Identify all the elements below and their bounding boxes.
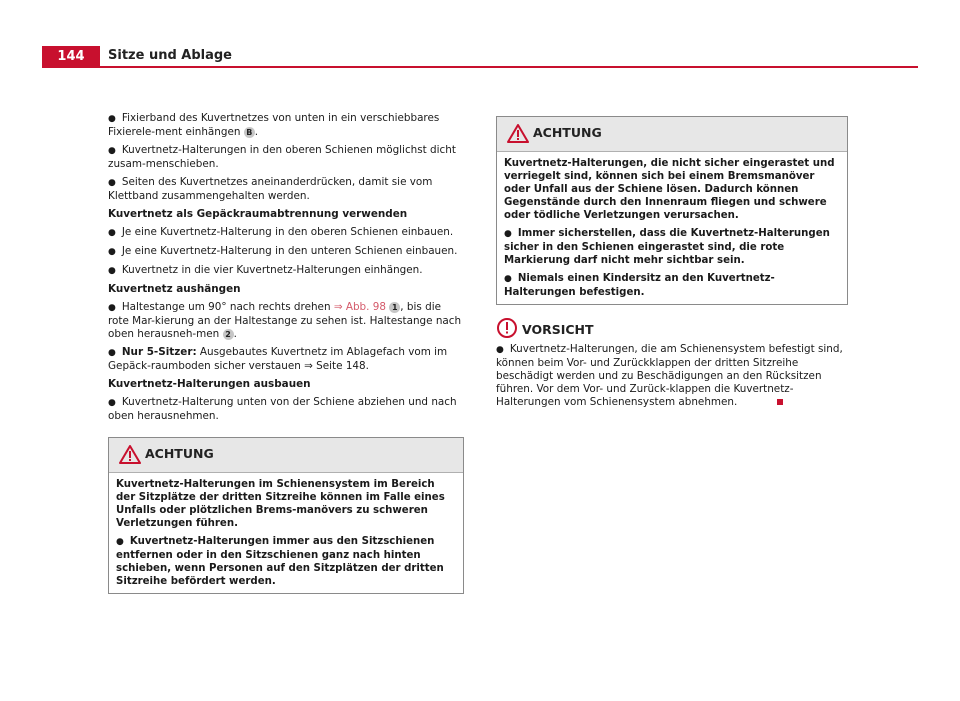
bullet-icon: ● <box>496 345 504 355</box>
warning-header <box>109 438 463 473</box>
section-heading: Kuvertnetz als Gepäckraumabtrennung verwenden <box>108 208 408 220</box>
list-item: ● Haltestange um 90° nach rechts drehen ⇒ Abb. 98 1 , bis die rote Mar-kierung an der Haltestange zu sehen ist. Haltestange nach oben herausneh-men 2 . <box>108 301 462 340</box>
caution-title: VORSICHT <box>522 322 594 337</box>
list-item: ● Kuvertnetz-Halterung unten von der Schiene abziehen und nach oben herausnehmen. <box>108 396 457 422</box>
callout-badge: B <box>244 127 255 138</box>
warning-text: ● Immer sicherstellen, dass die Kuvertnetz-Halterungen sicher in den Schienen eingerastet sind, die rote Markierung darf nicht mehr sichtbar sein. <box>504 228 830 266</box>
bullet-icon: ● <box>108 247 116 257</box>
caution-text: ● Kuvertnetz-Halterungen, die am Schienensystem befestigt sind, können beim Vor- und Zurückklappen der dritten Sitzreihe beschädigt werden und zu Beschädigungen an den Rücksitzen führen. Vor dem Vor- und Zurück-klappen die Kuvertnetz-Halterungen vom Schienensystem abnehmen. <box>496 343 843 408</box>
left-column <box>108 112 464 594</box>
warning-body <box>109 473 463 593</box>
warning-text: Kuvertnetz-Halterungen im Schienensystem im Bereich der Sitzplätze der dritten Sitzreihe können im Falle eines Unfalls oder plötzlichen Brems-manövers zu schweren Verletzungen führen. <box>116 479 445 529</box>
page-title: Sitze und Ablage <box>108 48 233 63</box>
section-heading: Kuvertnetz aushängen <box>108 283 241 295</box>
list-item: ● Je eine Kuvertnetz-Halterung in den unteren Schienen einbauen. <box>108 245 458 257</box>
warning-header <box>497 117 847 152</box>
warning-title: ACHTUNG <box>145 446 214 461</box>
page-number: 144 <box>42 46 100 68</box>
warning-text: ● Kuvertnetz-Halterungen immer aus den Sitzschienen entfernen oder in den Sitzschienen ganz nach hinten schieben, wenn Personen auf den Sitzplätzen der dritten Sitzreihe befördert werden. <box>116 536 444 587</box>
caution-header <box>496 317 848 341</box>
section-heading: Kuvertnetz-Halterungen ausbauen <box>108 378 311 390</box>
bullet-icon: ● <box>116 537 124 547</box>
bullet-icon: ● <box>108 266 116 276</box>
bullet-icon: ● <box>108 114 116 124</box>
warning-triangle-icon <box>119 444 141 464</box>
list-item: ● Kuvertnetz in die vier Kuvertnetz-Halterungen einhängen. <box>108 264 423 276</box>
warning-box <box>108 437 464 594</box>
list-item: ● Je eine Kuvertnetz-Halterung in den oberen Schienen einbauen. <box>108 226 454 238</box>
warning-text: ● Niemals einen Kindersitz an den Kuvertnetz-Halterungen befestigen. <box>504 273 775 298</box>
header-rule <box>100 66 918 68</box>
bullet-icon: ● <box>108 303 116 313</box>
caution-icon <box>496 317 518 339</box>
bullet-icon: ● <box>108 228 116 238</box>
list-item: ● Seiten des Kuvertnetzes aneinanderdrücken, damit sie vom Klettband zusammengehalten werden. <box>108 176 433 202</box>
section-end-marker <box>777 399 783 405</box>
bullet-icon: ● <box>108 398 116 408</box>
warning-box <box>496 116 848 305</box>
bullet-icon: ● <box>108 348 116 358</box>
warning-title: ACHTUNG <box>533 125 602 140</box>
warning-triangle-icon <box>507 123 529 143</box>
bullet-icon: ● <box>108 178 116 188</box>
callout-badge: 1 <box>389 302 400 313</box>
bullet-icon: ● <box>504 274 512 284</box>
callout-badge: 2 <box>223 329 234 340</box>
list-item: ● Kuvertnetz-Halterungen in den oberen Schienen möglichst dicht zusam-menschieben. <box>108 144 456 170</box>
list-item: ● Fixierband des Kuvertnetzes von unten in ein verschiebbares Fixierele-ment einhängen B . <box>108 112 440 138</box>
list-item: ● Nur 5-Sitzer: Ausgebautes Kuvertnetz im Ablagefach vom im Gepäck-raumboden sicher verstauen ⇒ Seite 148. <box>108 346 448 372</box>
warning-body <box>497 152 847 304</box>
warning-text: Kuvertnetz-Halterungen, die nicht sicher eingerastet und verriegelt sind, können sich bei einem Bremsmanöver oder Unfall aus der Schiene lösen. Dadurch können Gegenstände durch den Innenraum fliegen und schwere oder tödliche Verletzungen verursachen. <box>504 158 835 221</box>
bullet-icon: ● <box>504 229 512 239</box>
figure-link[interactable]: ⇒ Abb. 98 <box>333 301 386 313</box>
bullet-icon: ● <box>108 146 116 156</box>
right-column <box>496 116 848 414</box>
